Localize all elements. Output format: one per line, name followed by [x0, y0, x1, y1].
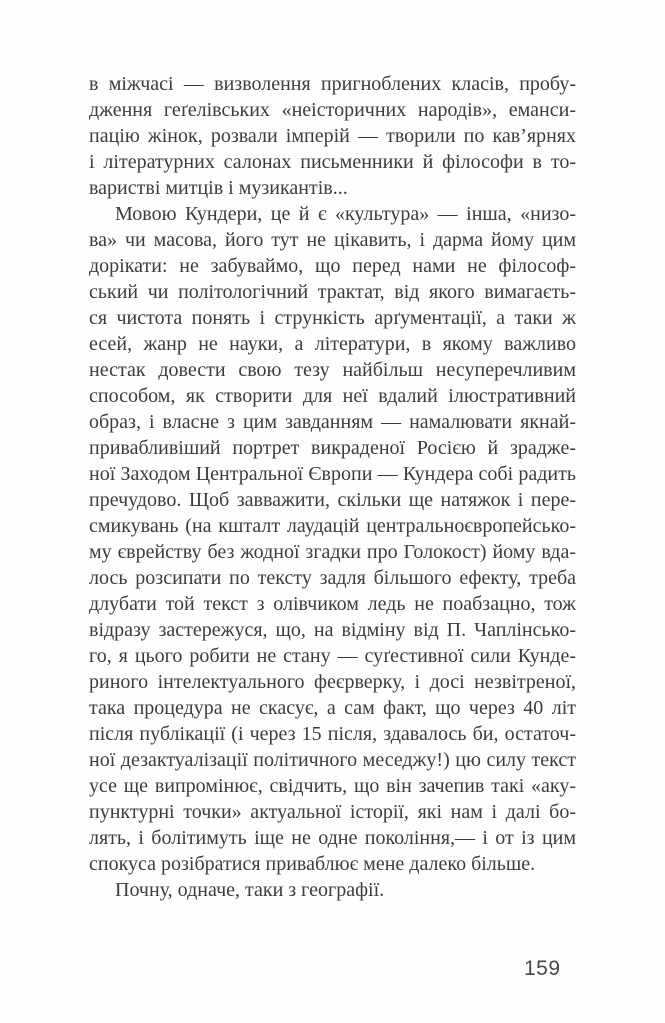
text-line: в міжчасі — визволення пригноблених класів, пробу-	[89, 73, 576, 95]
text-line: му єврейству без жодної згадки про Голокост) йому вда-	[89, 541, 576, 563]
text-line: пречудово. Щоб завважити, скільки ще натяжок і пере-	[89, 489, 576, 511]
text-line: есей, жанр не науки, а літератури, в якому важливо	[89, 333, 576, 355]
text-line: риного інтелектуального феєрверку, і досі незвітреної,	[89, 671, 576, 693]
text-line: пунктурні точки» актуальної історії, які нам і далі бо-	[89, 801, 576, 823]
text-line: така процедура не скасує, а сам факт, що через 40 літ	[89, 697, 576, 719]
text-line: лось розсипати по тексту задля більшого ефекту, треба	[89, 567, 576, 589]
text-line: ної Заходом Центральної Європи — Кундера собі радить	[89, 463, 576, 485]
text-line: пацію жінок, розвали імперій — творили по кав’ярнях	[89, 125, 576, 147]
text-line: усе ще випромінює, свідчить, що він зачепив такі «аку-	[89, 775, 576, 797]
text-line: дорікати: не забуваймо, що перед нами не філософ-	[89, 255, 576, 277]
page-number: 159	[524, 957, 561, 980]
text-line: варистві митців і музикантів...	[89, 177, 348, 199]
text-line: Мовою Кундери, це й є «культура» — інша, «низо-	[115, 203, 576, 225]
text-line: длубати той текст з олівчиком ледь не поабзацно, тож	[89, 593, 576, 615]
text-line: після публікації (і через 15 після, здавалось би, остаточ-	[89, 723, 576, 745]
text-line: ся чистота понять і стрункість арґументації, а таки ж	[89, 307, 576, 329]
text-line: ва» чи масова, його тут не цікавить, і дарма йому цим	[89, 229, 576, 251]
text-line: і літературних салонах письменники й філософи в то-	[89, 151, 576, 173]
text-line: відразу застережуся, що, на відміну від П. Чаплінсько-	[89, 619, 576, 641]
text-line: привабливіший портрет викраденої Росією й зрадже-	[89, 437, 576, 459]
text-line: Почну, одначе, таки з географії.	[115, 879, 385, 901]
text-line: ної дезактуалізації політичного меседжу!) цю силу текст	[89, 749, 576, 771]
text-line: способом, як створити для неї вдалий ілюстративний	[89, 385, 576, 407]
text-line: нестак довести свою тезу найбільш несуперечливим	[89, 359, 576, 381]
text-line: ський чи політологічний трактат, від якого вимагаєть-	[89, 281, 576, 303]
text-line: смикувань (на кшталт лаудацій центральноєвропейсько-	[89, 515, 576, 537]
text-line: спокуса розібратися приваблює мене далеко більше.	[89, 853, 536, 875]
text-line: лять, і болітимуть іще не одне покоління,— і от із цим	[89, 827, 576, 849]
body-text	[89, 71, 576, 903]
text-line: дження геґелівських «неісторичних народів», еманси-	[89, 99, 576, 121]
text-line: го, я цього робити не стану — суґестивної сили Кунде-	[89, 645, 576, 667]
text-line: образ, і власне з цим завданням — намалювати якнай-	[89, 411, 576, 433]
